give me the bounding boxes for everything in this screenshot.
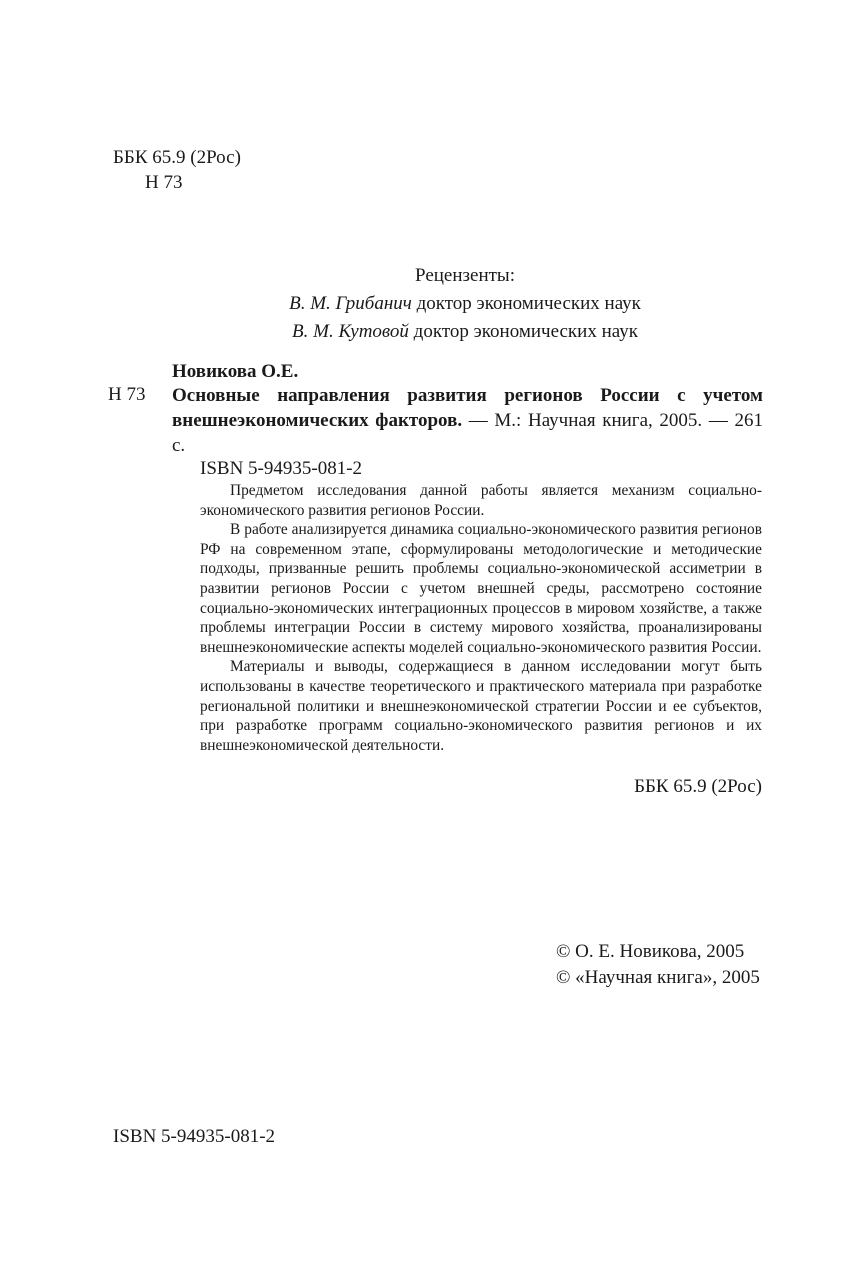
record-title-block: [172, 383, 763, 458]
abstract-paragraph-3: Материалы и выводы, содержащиеся в данном исследовании могут быть использованы в качестве теоретического и практического материала при разработке региональной политики и внешнеэкономической стратегии России и ее субъектов, при разработке программ социально-экономического развития регионов и их внешнеэкономической деятельности.: [200, 658, 762, 754]
bbk-code: ББК 65.9 (2Рос): [113, 147, 241, 168]
copyright-publisher: © «Научная книга», 2005: [556, 967, 760, 988]
reviewer-1-name: В. М. Грибанич: [289, 293, 412, 314]
reviewers-block: [170, 262, 760, 346]
reviewer-2-name: В. М. Кутовой: [292, 321, 409, 342]
abstract-paragraph-2: В работе анализируется динамика социально-экономического развития регионов РФ на современном этапе, сформулированы методологические и методические подходы, призванные решить проблемы социально-экономической ассиметрии в развитии регионов России с учетом внешней среды, рассмотрено состояние социально-экономических интеграционных процессов в мировом хозяйстве, а также проблемы интеграции России в систему мирового хозяйства, проанализированы внешнеэкономические аспекты моделей социально-экономического развития России.: [200, 521, 762, 656]
isbn-bottom: ISBN 5-94935-081-2: [113, 1126, 276, 1147]
record-code: Н 73: [108, 384, 146, 405]
reviewer-2: [170, 318, 760, 346]
classification-block: [113, 145, 241, 195]
reviewers-heading: Рецензенты:: [415, 265, 515, 286]
record-author: Новикова О.Е.: [172, 361, 299, 382]
reviewer-1-degree: доктор экономических наук: [411, 293, 641, 314]
bbk-code-bottom: ББК 65.9 (2Рос): [634, 776, 762, 797]
record-title: Основные направления развития регионов России с учетом внешнеэкономических факторов.: [172, 385, 763, 431]
abstract-paragraph-1: Предметом исследования данной работы является механизм социально-экономического развития регионов России.: [200, 482, 762, 519]
record-isbn: ISBN 5-94935-081-2: [200, 458, 363, 479]
record-imprint: — М.: Научная книга, 2005. — 261 с.: [172, 410, 763, 456]
copyright-author: © О. Е. Новикова, 2005: [556, 941, 745, 962]
copyright-block: [556, 939, 760, 991]
reviewer-1: [170, 290, 760, 318]
author-mark: Н 73: [145, 172, 183, 193]
abstract-block: [200, 481, 762, 755]
reviewer-2-degree: доктор экономических наук: [408, 321, 638, 342]
